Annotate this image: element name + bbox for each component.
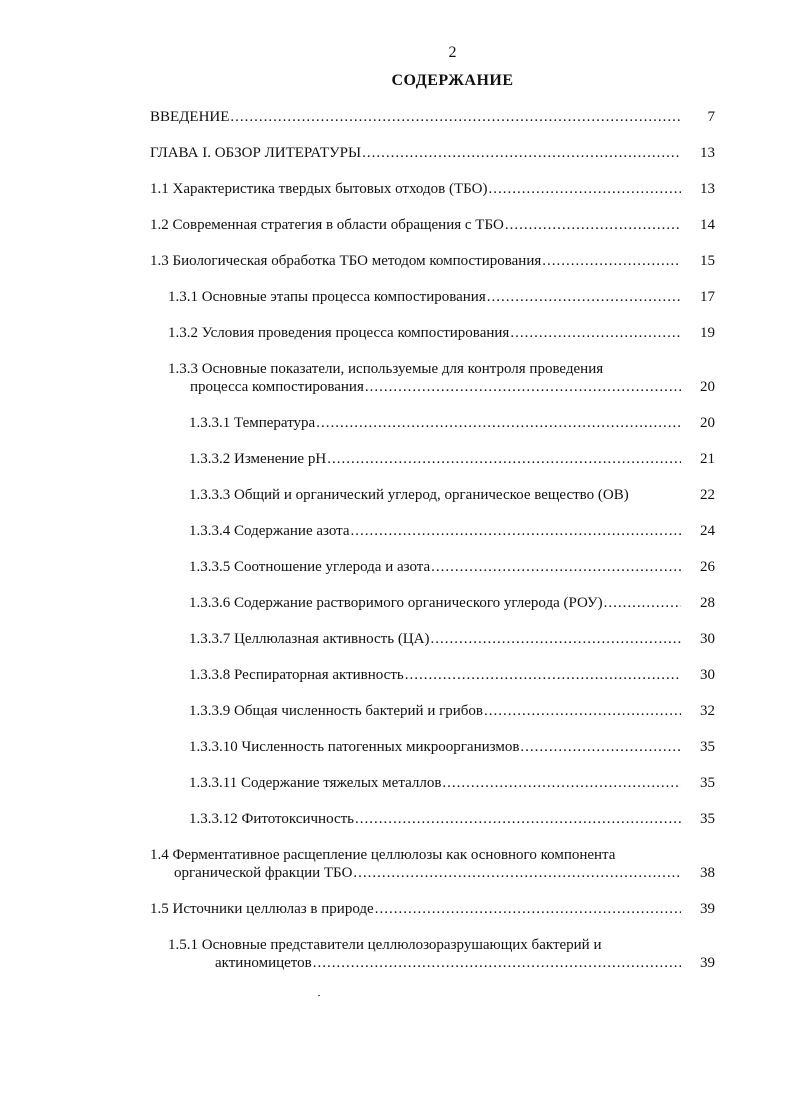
toc-entry-line [189, 774, 715, 792]
dot-leader [362, 144, 681, 162]
toc-entry-title: 1.5 Источники целлюлаз в природе [150, 901, 374, 917]
toc-page-number: 24 [700, 523, 715, 539]
toc-entry [150, 549, 715, 585]
toc-entry-title: органической фракции ТБО [174, 865, 353, 881]
toc-entry-title: 1.3.3 Основные показатели, используемые для контроля проведения [168, 361, 604, 377]
toc-entry-line [189, 522, 715, 540]
toc-page-number: 32 [700, 703, 715, 719]
toc-page-number: 30 [700, 631, 715, 647]
toc-page-number: 22 [700, 487, 715, 503]
dot-leader [520, 738, 681, 756]
toc-page-number: 20 [700, 379, 715, 395]
toc-page-number: 19 [700, 325, 715, 341]
dot-leader [230, 108, 681, 126]
toc-page-number: 21 [700, 451, 715, 467]
toc-entry-line [168, 288, 715, 306]
toc-entry [150, 243, 715, 279]
dot-leader [510, 324, 681, 342]
toc-entry-title: 1.3.3.4 Содержание азота [189, 523, 350, 539]
dot-leader [365, 378, 681, 396]
toc-entry-title: 1.3.2 Условия проведения процесса компостирования [168, 325, 510, 341]
toc-page-number: 38 [700, 865, 715, 881]
toc-page-number: 28 [700, 595, 715, 611]
toc-entry-title: 1.3.3.3 Общий и органический углерод, органическое вещество (ОВ) [189, 487, 629, 503]
toc-entry [150, 891, 715, 927]
dot-leader [430, 630, 681, 648]
toc-entry-line [189, 486, 715, 504]
dot-leader [327, 450, 681, 468]
toc-entry-title: процесса компостирования [190, 379, 364, 395]
toc-entry-title: 1.3.3.5 Соотношение углерода и азота [189, 559, 431, 575]
toc-entry [150, 657, 715, 693]
toc-page-number: 35 [700, 739, 715, 755]
toc-entry-line [189, 702, 715, 720]
toc-entry-title: 1.3.3.7 Целлюлазная активность (ЦА) [189, 631, 430, 647]
page-title: СОДЕРЖАНИЕ [391, 72, 514, 89]
toc-entry [150, 837, 715, 891]
toc-entry-line [168, 360, 715, 378]
toc-entry [150, 171, 715, 207]
toc-entry-title: 1.3.3.2 Изменение рН [189, 451, 327, 467]
dot-leader [316, 414, 681, 432]
toc-entry-title: ГЛАВА I. ОБЗОР ЛИТЕРАТУРЫ [150, 145, 362, 161]
toc-page-number: 14 [700, 217, 715, 233]
toc-entry-line [150, 216, 715, 234]
toc-entry-line [168, 378, 715, 396]
dot-leader [487, 288, 681, 306]
toc-entry-line [168, 936, 715, 954]
toc-entry-line [189, 558, 715, 576]
toc-entry [150, 765, 715, 801]
toc-page-number: 15 [700, 253, 715, 269]
toc-entry [150, 513, 715, 549]
toc-entry [150, 315, 715, 351]
toc-page-number: 13 [700, 145, 715, 161]
dot-leader [353, 864, 681, 882]
toc-page-number: 26 [700, 559, 715, 575]
toc-entry-line [168, 954, 715, 972]
dot-leader [405, 666, 681, 684]
page-number: 2 [448, 44, 457, 61]
toc-entry-title: 1.1 Характеристика твердых бытовых отходов (ТБО) [150, 181, 488, 197]
toc-entry-line [150, 108, 715, 126]
toc-entry-line [168, 324, 715, 342]
toc-entry-line [150, 180, 715, 198]
toc-entry-line [150, 900, 715, 918]
toc-entry-title: 1.5.1 Основные представители целлюлозоразрушающих бактерий и [168, 937, 602, 953]
toc-entry-line [189, 666, 715, 684]
toc-entry-line [189, 594, 715, 612]
dot-leader [488, 180, 681, 198]
toc-page-number: 35 [700, 775, 715, 791]
scan-speck [318, 995, 320, 996]
toc-entry-title: 1.3.3.12 Фитотоксичность [189, 811, 354, 827]
toc-page-number: 39 [700, 955, 715, 971]
toc-entry [150, 405, 715, 441]
toc-entry-title: 1.3.3.11 Содержание тяжелых металлов [189, 775, 442, 791]
toc-page-number: 17 [700, 289, 715, 305]
toc-entry-title: 1.2 Современная стратегия в области обращения с ТБО [150, 217, 504, 233]
toc-entry [150, 585, 715, 621]
dot-leader [375, 900, 681, 918]
toc-entry-title: 1.3.3.9 Общая численность бактерий и грибов [189, 703, 483, 719]
dot-leader [442, 774, 681, 792]
toc-entry [150, 477, 715, 513]
toc-page-number: 35 [700, 811, 715, 827]
toc-entry-title: 1.4 Ферментативное расщепление целлюлозы как основного компонента [150, 847, 616, 863]
dot-leader [313, 954, 681, 972]
dot-leader [542, 252, 681, 270]
toc-entry-line [150, 846, 715, 864]
toc-page-number: 30 [700, 667, 715, 683]
dot-leader [431, 558, 681, 576]
toc-entry [150, 621, 715, 657]
toc-entry-line [189, 630, 715, 648]
toc-entry-title: ВВЕДЕНИЕ [150, 109, 230, 125]
toc-page-number: 20 [700, 415, 715, 431]
toc-entry-line [150, 252, 715, 270]
table-of-contents [150, 99, 715, 981]
toc-page-number: 39 [700, 901, 715, 917]
dot-leader [355, 810, 681, 828]
toc-entry [150, 207, 715, 243]
toc-entry [150, 135, 715, 171]
toc-entry [150, 801, 715, 837]
toc-entry-line [189, 414, 715, 432]
toc-entry-line [150, 864, 715, 882]
toc-entry [150, 351, 715, 405]
toc-entry-title: 1.3 Биологическая обработка ТБО методом компостирования [150, 253, 542, 269]
toc-entry-line [189, 810, 715, 828]
dot-leader [604, 594, 681, 612]
dot-leader [505, 216, 681, 234]
toc-page-number: 7 [707, 109, 715, 125]
toc-entry-line [189, 450, 715, 468]
toc-entry-title: 1.3.1 Основные этапы процесса компостирования [168, 289, 486, 305]
toc-entry [150, 927, 715, 981]
dot-leader [484, 702, 681, 720]
toc-entry-line [189, 738, 715, 756]
toc-entry-line [150, 144, 715, 162]
toc-entry [150, 729, 715, 765]
toc-entry-title: 1.3.3.8 Респираторная активность [189, 667, 404, 683]
toc-entry [150, 99, 715, 135]
toc-entry-title: актиномицетов [215, 955, 312, 971]
toc-entry [150, 693, 715, 729]
toc-entry-title: 1.3.3.6 Содержание растворимого органического углерода (РОУ) [189, 595, 603, 611]
toc-page-number: 13 [700, 181, 715, 197]
toc-entry-title: 1.3.3.1 Температура [189, 415, 316, 431]
toc-entry [150, 441, 715, 477]
toc-entry [150, 279, 715, 315]
toc-entry-title: 1.3.3.10 Численность патогенных микроорганизмов [189, 739, 520, 755]
dot-leader [351, 522, 681, 540]
